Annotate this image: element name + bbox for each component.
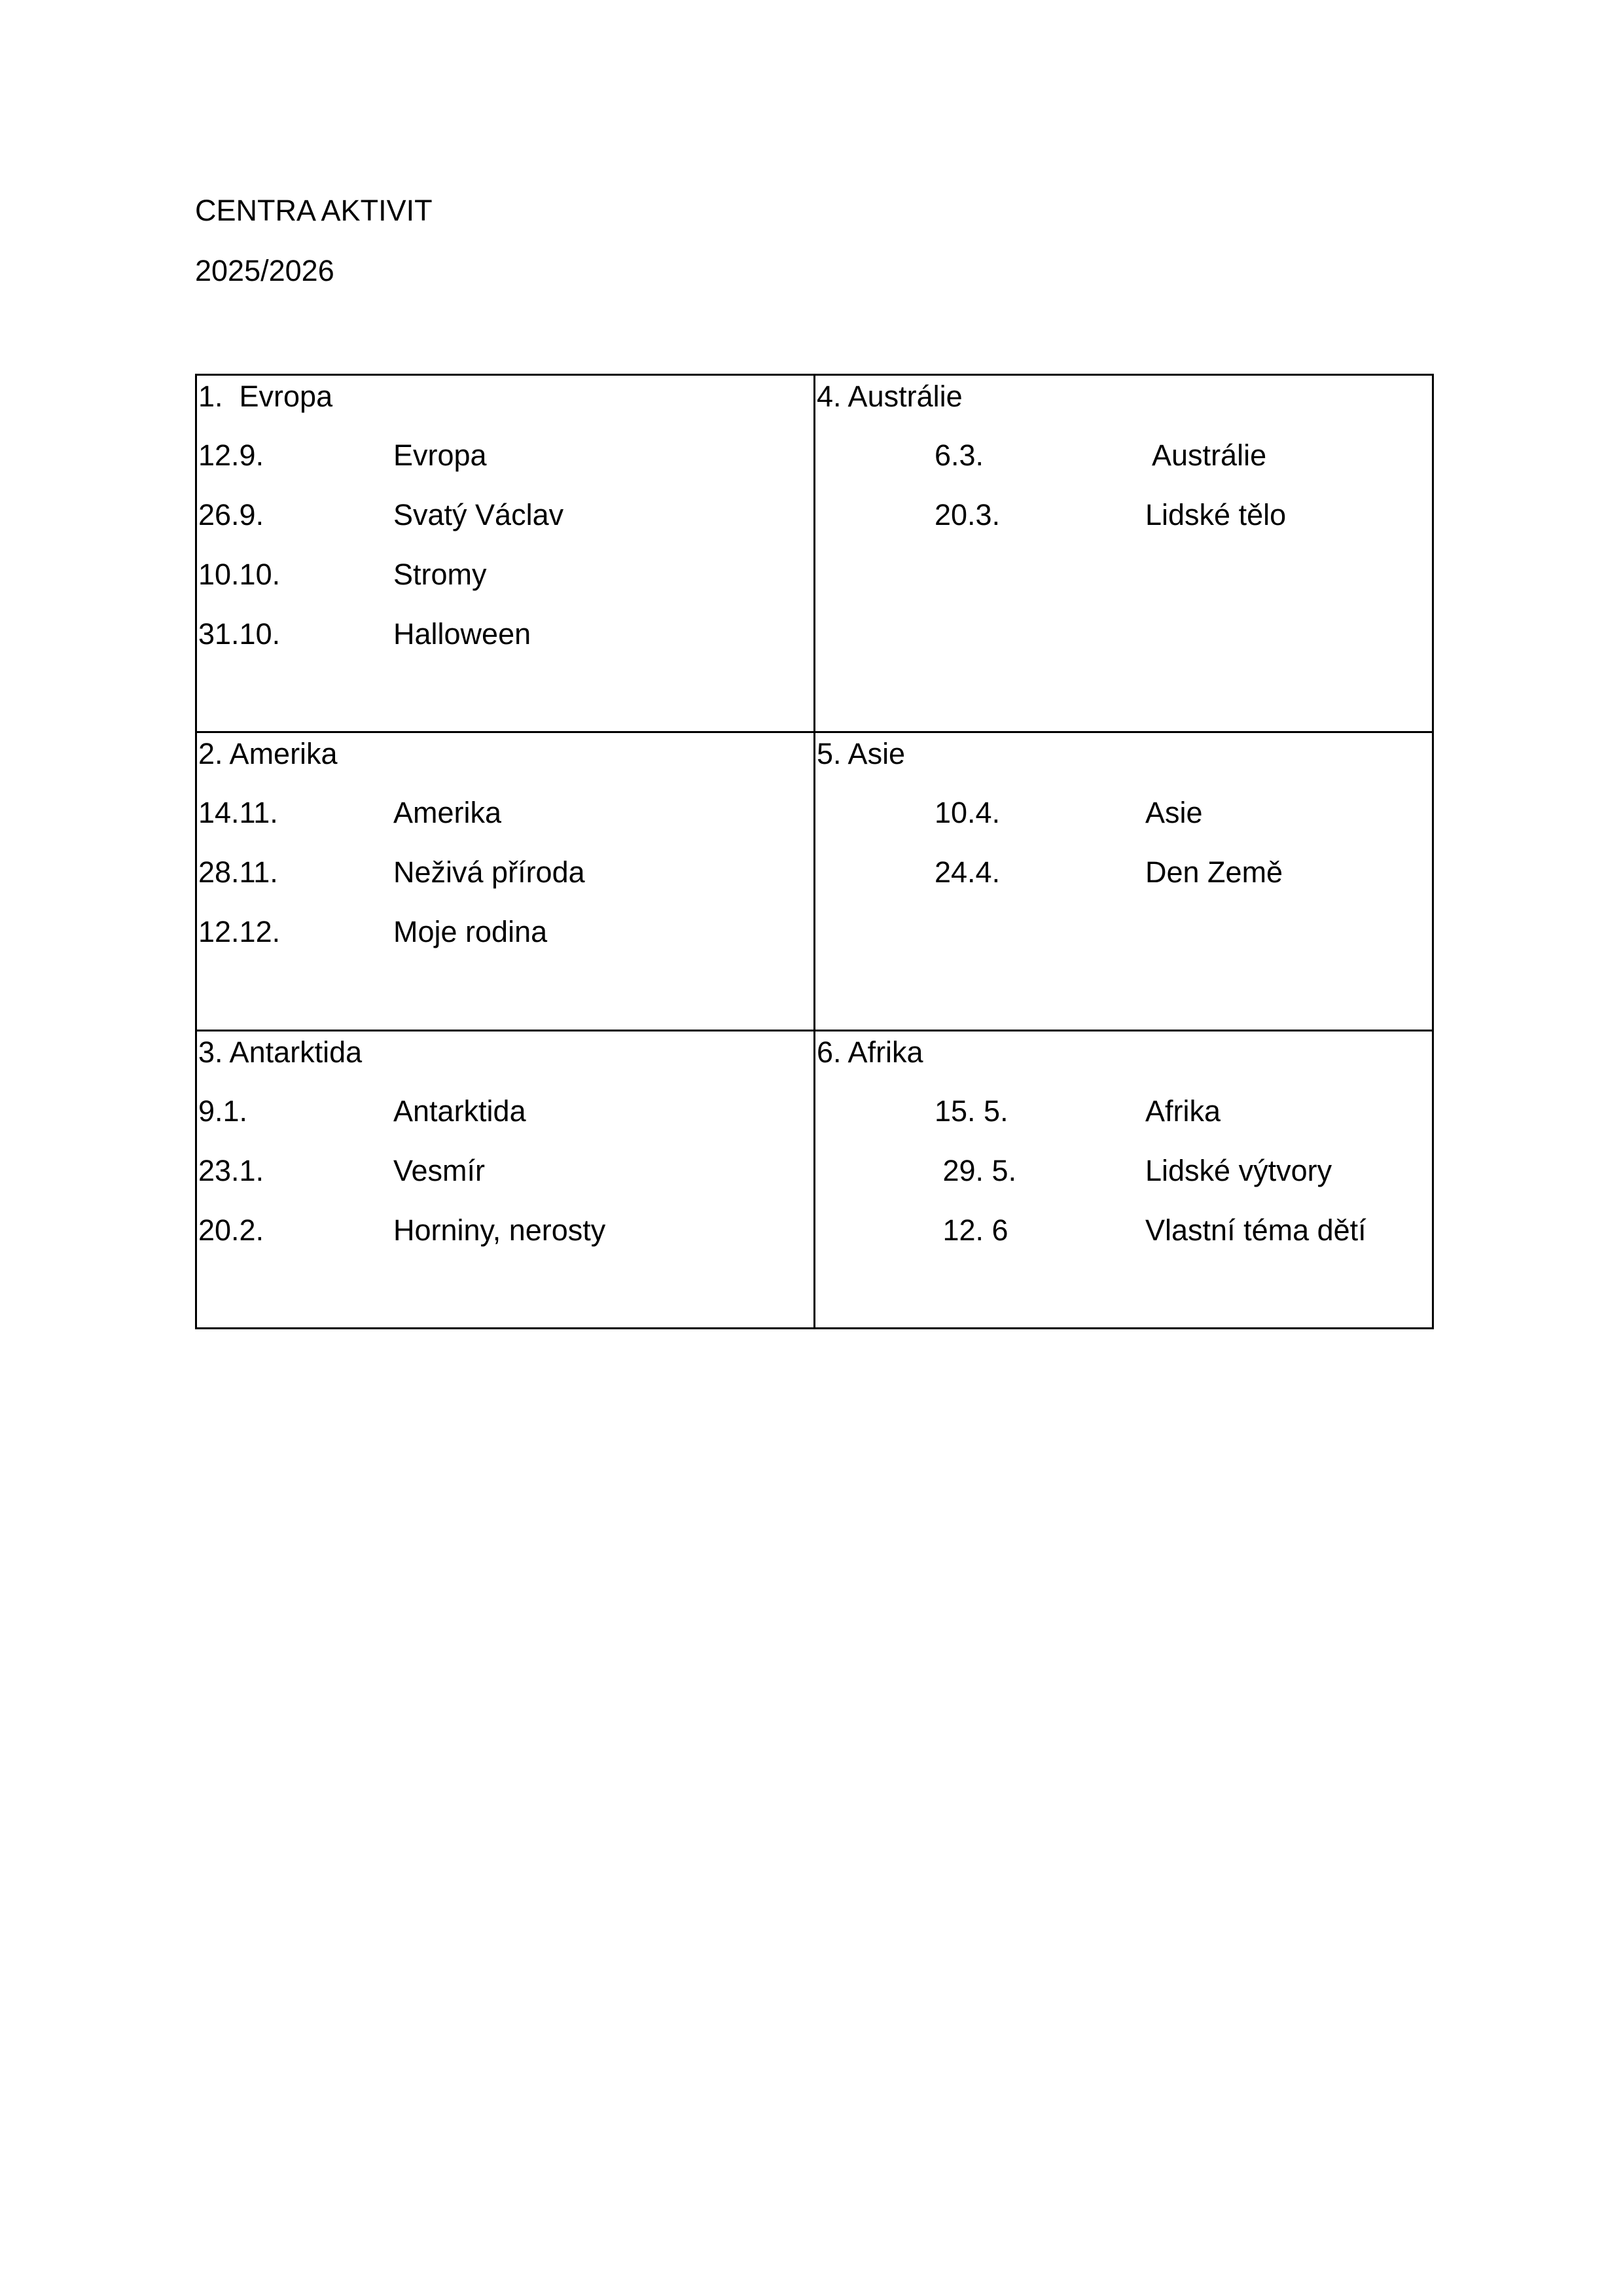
topic: Amerika [393,796,502,829]
date: 15. 5. [935,1094,1008,1128]
date: 31.10. [198,617,281,651]
list-item [817,1200,1432,1260]
topic: Vlastní téma dětí [1145,1213,1366,1247]
cell [196,375,815,732]
topic: Vesmír [393,1154,486,1187]
topic: Afrika [1145,1094,1221,1128]
list-item [198,1081,813,1141]
topic: Lidské tělo [1145,498,1287,531]
cell [196,732,815,1031]
cell [815,1031,1433,1329]
list-item [817,485,1432,545]
date: 29. 5. [935,1154,1017,1187]
list-item [817,842,1432,902]
list-item [198,485,813,545]
list-item [198,425,813,485]
topic: Austrálie [1145,439,1267,472]
date: 6.3. [935,439,984,472]
topic-list [817,425,1432,545]
topic: Horniny, nerosty [393,1213,606,1247]
date: 26.9. [198,498,264,531]
topic-list [198,425,813,664]
table-row [196,1031,1433,1329]
topic-list [817,1081,1432,1260]
list-item [817,425,1432,485]
list-item [198,902,813,961]
topic: Asie [1145,796,1203,829]
date: 20.3. [935,498,1001,531]
list-item [198,783,813,842]
date: 28.11. [198,855,278,889]
continent-header: 2. Amerika [198,737,338,770]
date: 20.2. [198,1213,264,1247]
cell [815,375,1433,732]
topic: Den Země [1145,855,1283,889]
date: 12.9. [198,439,264,472]
continent-header: 1. Evropa [198,380,333,413]
list-item [817,783,1432,842]
activity-centers-table [195,374,1434,1329]
topic: Svatý Václav [393,498,564,531]
table-row [196,375,1433,732]
topic: Halloween [393,617,531,651]
list-item [817,1081,1432,1141]
topic-list [198,1081,813,1260]
continent-header: 3. Antarktida [198,1035,363,1069]
date: 23.1. [198,1154,264,1187]
continent-header: 4. Austrálie [817,380,963,413]
date: 10.4. [935,796,1001,829]
topic: Lidské výtvory [1145,1154,1332,1187]
list-item [198,1200,813,1260]
continent-header: 5. Asie [817,737,906,770]
school-year: 2025/2026 [195,254,334,287]
date: 24.4. [935,855,1001,889]
topic: Antarktida [393,1094,526,1128]
list-item [198,1141,813,1200]
date: 14.11. [198,796,278,829]
list-item [198,545,813,604]
date: 10.10. [198,558,281,591]
topic: Moje rodina [393,915,548,948]
topic-list [817,783,1432,902]
list-item [198,842,813,902]
cell [815,732,1433,1031]
list-item [817,1141,1432,1200]
topic-list [198,783,813,961]
date: 12.12. [198,915,281,948]
table-row [196,732,1433,1031]
list-item [198,604,813,664]
date: 12. 6 [935,1213,1008,1247]
continent-header: 6. Afrika [817,1035,923,1069]
topic: Neživá příroda [393,855,585,889]
topic: Evropa [393,439,487,472]
document-title: CENTRA AKTIVIT [195,194,433,227]
cell [196,1031,815,1329]
date: 9.1. [198,1094,248,1128]
topic: Stromy [393,558,487,591]
